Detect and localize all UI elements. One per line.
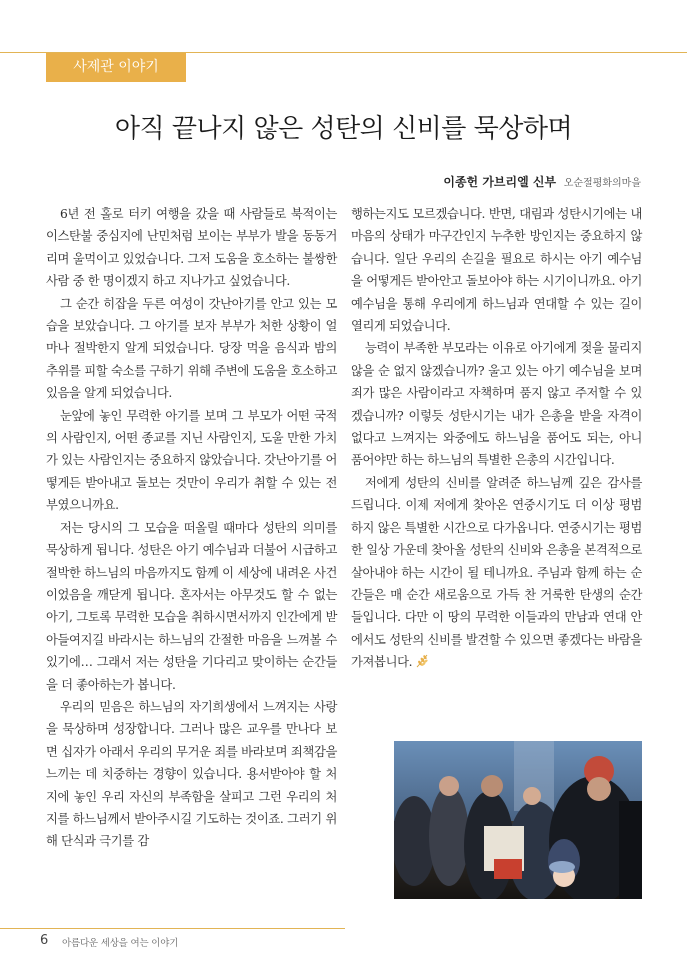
paragraph: 그 순간 히잡을 두른 여성이 갓난아기를 안고 있는 모습을 보았습니다. 그 아기를 보자 부부가 처한 상황이 얼마나 절박한지 알게 되었습니다. 당장 먹을 음식과 밤의 추위를 피할 숙소를 구하기 위해 주변에 도움을 호소하고 있음을 알게 되었습니다. [46,296,337,401]
byline [443,173,641,190]
text-column-right [351,203,642,674]
author-name: 이종헌 가브리엘 신부 [443,175,557,189]
photo-refugee-family [394,741,642,899]
paragraph: 능력이 부족한 부모라는 이유로 아기에게 젖을 물리지 않을 순 없지 않겠습니까? 울고 있는 아기 예수님을 보며 죄가 많은 사람이라고 자책하며 품지 않고 주저할 수 있겠습니까? 이렇듯 성탄시기는 내가 은총을 받을 자격이 없다고 느껴지는 와중에도 하느님을 품어도 되는, 아니 품어야만 하는 하느님의 특별한 은총의 시간입니다. [351,341,642,468]
paragraph-split: 우리의 믿음은 하느님의 자기희생에서 느껴지는 사랑을 묵상하며 성장합니다. 그러나 많은 교우를 만나다 보면 십자가 아래서 우리의 무거운 죄를 바라보며 죄책감을 느끼는 데 치중하는 경향이 있습니다. 용서받아야 할 처지에 놓인 우리 자신의 부족함을 살피고 그런 우리의 처지를 하느님께서 받아주시길 기도하는 것이죠. 그러기 위해 단식과 극기를 감 [46,699,337,849]
wheat-leaf-icon [415,654,429,668]
article-title: 아직 끝나지 않은 성탄의 신비를 묵상하며 [114,114,573,144]
section-tag: 사제관 이야기 [46,53,186,82]
footer-rule [0,928,345,929]
author-organization: 오순절평화의마을 [563,178,641,189]
photo-illustration [394,741,642,899]
paragraph-continued: 행하는지도 모르겠습니다. 반면, 대림과 성탄시기에는 내 마음의 상태가 마구간인지 누추한 방인지는 중요하지 않습니다. 일단 우리의 손길을 필요로 하시는 아기 예수님을 어떻게든 받아안고 돌보아야 하는 시기이니까요. 아기 예수님을 통해 우리에게 하느님과 연대할 수 있는 길이 열리게 되었습니다. [351,207,642,334]
footer-slogan: 아름다운 세상을 여는 이야기 [62,938,179,949]
paragraph-last [351,472,642,674]
paragraph-last-text: 저에게 성탄의 신비를 알려준 하느님께 깊은 감사를 드립니다. 이제 저에게 찾아온 연중시기도 더 이상 평범하지 않은 특별한 시간으로 다가옵니다. 연중시기는 평범한 일상 가운데 찾아올 성탄의 신비와 은총을 본격적으로 살아내야 하는 시간이 될 테니까요. 주님과 함께 하는 순간들은 매 순간 새로움으로 가득 찬 거룩한 탄생의 순간들입니다. 다만 이 땅의 무력한 이들과의 만남과 연대 안에서도 성탄의 신비를 발견할 수 있으면 좋겠다는 바람을 가져봅니다. [351,475,642,670]
text-column-left [46,203,337,853]
page-number: 6 [40,933,49,948]
paragraph: 저는 당시의 그 모습을 떠올릴 때마다 성탄의 의미를 묵상하게 됩니다. 성탄은 아기 예수님과 더불어 시급하고 절박한 하느님의 마음까지도 함께 이 세상에 내려온 사건이었음을 깨닫게 됩니다. 혼자서는 아무것도 할 수 없는 아기, 그토록 무력한 모습을 취하시면서까지 인간에게 받아들여지길 바라시는 하느님의 간절한 마음을 느껴볼 수 있기에… 그래서 저는 성탄을 기다리고 맞이하는 순간들을 더 좋아하는가 봅니다. [46,520,337,692]
paragraph: 6년 전 홀로 터키 여행을 갔을 때 사람들로 북적이는 이스탄불 중심지에 난민처럼 보이는 부부가 발을 동동거리며 울먹이고 있었습니다. 그저 도움을 호소하는 불쌍한 사람 중 한 명이겠지 하고 지나가고 싶었습니다. [46,207,337,289]
paragraph: 눈앞에 놓인 무력한 아기를 보며 그 부모가 어떤 국적의 사람인지, 어떤 종교를 지닌 사람인지, 도울 만한 가치가 있는 사람인지는 중요하지 않았습니다. 갓난아기를 어떻게든 받아내고 돌보는 것만이 우리가 취할 수 있는 전부였으니까요. [46,408,337,513]
